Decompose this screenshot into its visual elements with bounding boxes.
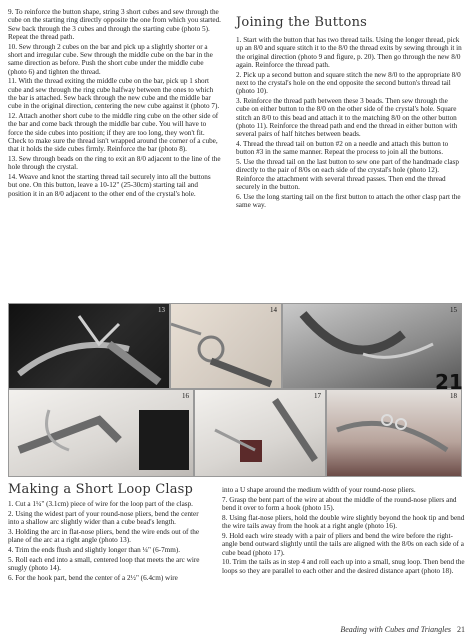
paragraph: 2. Using the widest part of your round-nose pliers, bend the center into a shallow arc slightly wider than a cube bead's length. [8,510,199,527]
paragraph: 3. Reinforce the thread path between these 3 beads. Then sew through the cube on either button to the 8/0 on the other side of the crystal's hole. Square stitch an 8/0 to this bead and attach it to the matching 8/0 on the other button (photo 11). Reinforce the thread path and end the thread in either button with several pairs of half hitches between beads. [236,97,458,139]
paragraph: 3. Holding the arc in flat-nose pliers, bend the wire ends out of the plane of the arc at a right angle (photo 13). [8,528,200,545]
footer [340,625,465,634]
top-left-column [8,8,221,200]
section-title-joining: Joining the Buttons [236,15,368,30]
paragraph: 5. Use the thread tail on the last button to sew one part of the handmade clasp directly to the pair of 8/0s on each side of the crystal's hole (photo 12). Reinforce the attachment with several thread passes. Then end the thread securely in the button. [236,158,459,192]
paragraph: 12. Attach another short cube to the middle ring cube on the other side of the bar and come back through the middle bar cube. You will have to force the side cubes into position; if they are too long, they won't fit. Check to make sure the thread isn't wrapped around the corner of a cube, that it holds the side cubes firmly. Reinforce the bar (photo 8). [8,112,219,154]
photo-label: 18 [450,392,457,400]
paragraph: 6. Use the long starting tail on the first button to attach the other clasp part the same way. [236,192,461,210]
paragraph: 2. Pick up a second button and square stitch the new 8/0 to the appropriate 8/0 next to the crystal's hole on the end opposite the second button's thread tail (photo 10). [236,70,461,96]
photo-label: 17 [314,392,321,400]
bottom-left-column [8,482,211,584]
photo-label: 15 [450,306,457,314]
photo-label: 13 [158,306,165,314]
paragraph: 4. Thread the thread tail on button #2 on a needle and attach this button to button #3 in the same manner. Repeat the process to join all the buttons. [236,140,449,157]
paragraph: 1. Start with the button that has two thread tails. Using the longer thread, pick up an 8/0 and square stitch it to the 8/0 the thread exits by sewing through it in the original direction (photo 9 and figure, p. 20). Then go through the new 8/0 again. Reinforce the thread path. [236,36,462,69]
paragraph: into a U shape around the medium width of your round-nose pliers. [222,486,416,494]
loops-pliers-illustration [327,390,461,476]
photo-16 [8,389,194,477]
photo-13 [8,303,170,389]
bottom-right-column [222,486,468,576]
paragraph: 5. Roll each end into a small, centered loop that meets the arc wire snugly (photo 14). [8,556,200,573]
paragraph: 1. Cut a 1¼" (3.1cm) piece of wire for the loop part of the clasp. [8,500,193,509]
top-right-column [236,36,462,211]
photo-label: 16 [182,392,189,400]
paragraph: 4. Trim the ends flush and slightly longer than ¼" (6-7mm). [8,546,181,555]
section-title-clasp: Making a Short Loop Clasp [8,482,194,497]
photo-label: 14 [270,306,277,314]
photo-17 [194,389,326,477]
paragraph: 10. Sew through 2 cubes on the bar and pick up a slightly shorter or a short and irregular cube. Sew through the middle cube on the bar in the same direction as before. Push the short cube under the middle cube (photo 6) and tighten the thread. [8,42,213,76]
paragraph: 11. With the thread exiting the middle cube on the bar, pick up 1 short cube and sew through the ring cube halfway between the ones to which the bar is attached. Sew back through the new cube and the middle bar cube in the original direction, centering the new cube against it (photo 7). [8,77,220,111]
page-number-large: 21 [435,370,463,394]
paragraph: 6. For the hook part, bend the center of a 2½" (6.4cm) wire [8,574,178,583]
paragraph: 9. Hold each wire steady with a pair of pliers and bend the wire before the right-angle bend outward slightly until the tails are aligned with the 8/0s on each side of a cube bead (photo 17). [222,531,464,557]
paragraph: 14. Weave and knot the starting thread tail securely into all the buttons but one. On this button, leave a 10-12" (25-30cm) starting tail and position it in an 8/0 adjacent to the other end of the crystal's hole. [8,173,211,198]
paragraph: 7. Grasp the bent part of the wire at about the middle of the round-nose pliers and bend it over to form a hook (photo 15). [222,495,457,513]
pliers-wire-illustration [9,304,169,388]
photo-18 [326,389,462,477]
paragraph: 9. To reinforce the button shape, string 3 short cubes and sew through the cube on the starting ring directly opposite the one from which you started. Sew back through the 3 cubes and through the starting cube (photo 5). Repeat the thread path. [8,8,221,41]
loop-wire-illustration [171,304,281,388]
aligned-tails-illustration [195,390,325,476]
footer-title: Beading with Cubes and Triangles [340,625,451,634]
paragraph: 10. Trim the tails as in step 4 and roll each up into a small, snug loop. Then bend the loops so they are parallel to each other and the desired distance apart (photo 18). [222,558,465,575]
photo-14 [170,303,282,389]
bent-wire-illustration [9,390,193,476]
footer-page-number: 21 [457,625,465,634]
paragraph: 13. Sew through beads on the ring to exit an 8/0 adjacent to the line of the hole through the crystal. [8,155,221,172]
paragraph: 8. Using flat-nose pliers, hold the double wire slightly beyond the hook tip and bend the wire tails away from the hook at a right angle (photo 16). [222,513,465,531]
